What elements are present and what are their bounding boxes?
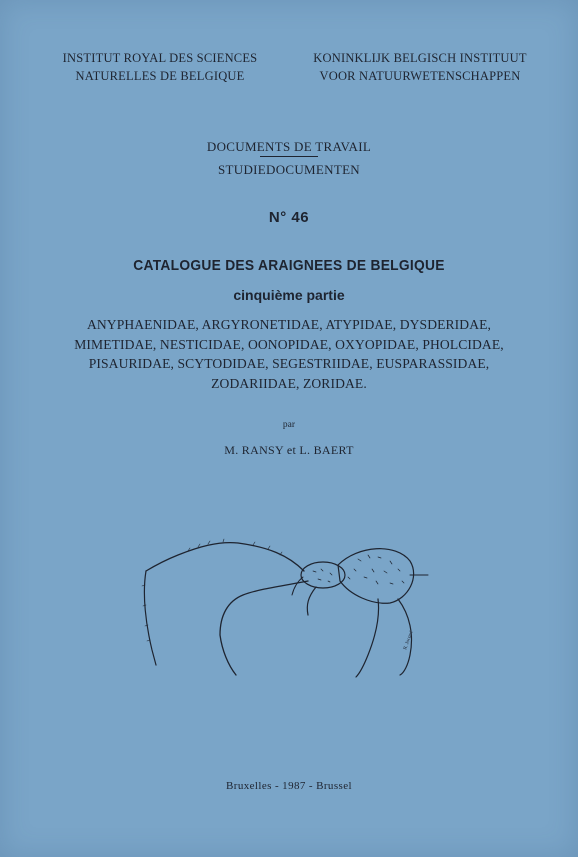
institute-name-french [50, 49, 270, 85]
third-leg [307, 587, 316, 615]
authors: M. RANSY et L. BAERT [224, 443, 354, 457]
palp [292, 577, 303, 595]
front-leg-left [146, 543, 304, 571]
institute-nl-line2: VOOR NATUURWETENSCHAPPEN [319, 69, 521, 83]
artist-signature: R. Jocqué [403, 630, 415, 651]
spider-illustration [128, 525, 448, 695]
front-leg-left-tarsus [144, 571, 156, 665]
institute-nl-line1: KONINKLIJK BELGISCH INSTITUUT [313, 51, 527, 65]
abdomen [338, 549, 414, 604]
series-divider [260, 156, 318, 157]
publication-place-date: Bruxelles - 1987 - Brussel [226, 780, 352, 792]
institute-fr-line2: NATURELLES DE BELGIQUE [75, 69, 245, 83]
family-line: MIMETIDAE, NESTICIDAE, OONOPIDAE, OXYOPIDAE, PHOLCIDAE, [74, 336, 504, 352]
second-leg [220, 581, 308, 675]
hind-leg-right [356, 599, 379, 677]
document-title: CATALOGUE DES ARAIGNEES DE BELGIQUE [133, 257, 445, 274]
series-french: DOCUMENTS DE TRAVAIL [206, 139, 372, 154]
family-line: PISAURIDAE, SCYTODIDAE, SEGESTRIIDAE, EUSPARASSIDAE, [88, 356, 490, 371]
body-stipple [313, 555, 404, 584]
institute-fr-line1: INSTITUT ROYAL DES SCIENCES [62, 51, 258, 65]
by-label: par [282, 420, 296, 430]
series-dutch: STUDIEDOCUMENTEN [217, 162, 360, 177]
document-subtitle: cinquième partie [233, 287, 345, 303]
family-list [30, 315, 548, 393]
family-line: ANYPHAENIDAE, ARGYRONETIDAE, ATYPIDAE, DYSDERIDAE, [86, 317, 492, 332]
family-line: ZODARIIDAE, ZORIDAE. [211, 375, 367, 391]
institute-name-dutch [300, 49, 540, 85]
series-title [0, 136, 578, 181]
issue-number: N° 46 [268, 209, 310, 226]
